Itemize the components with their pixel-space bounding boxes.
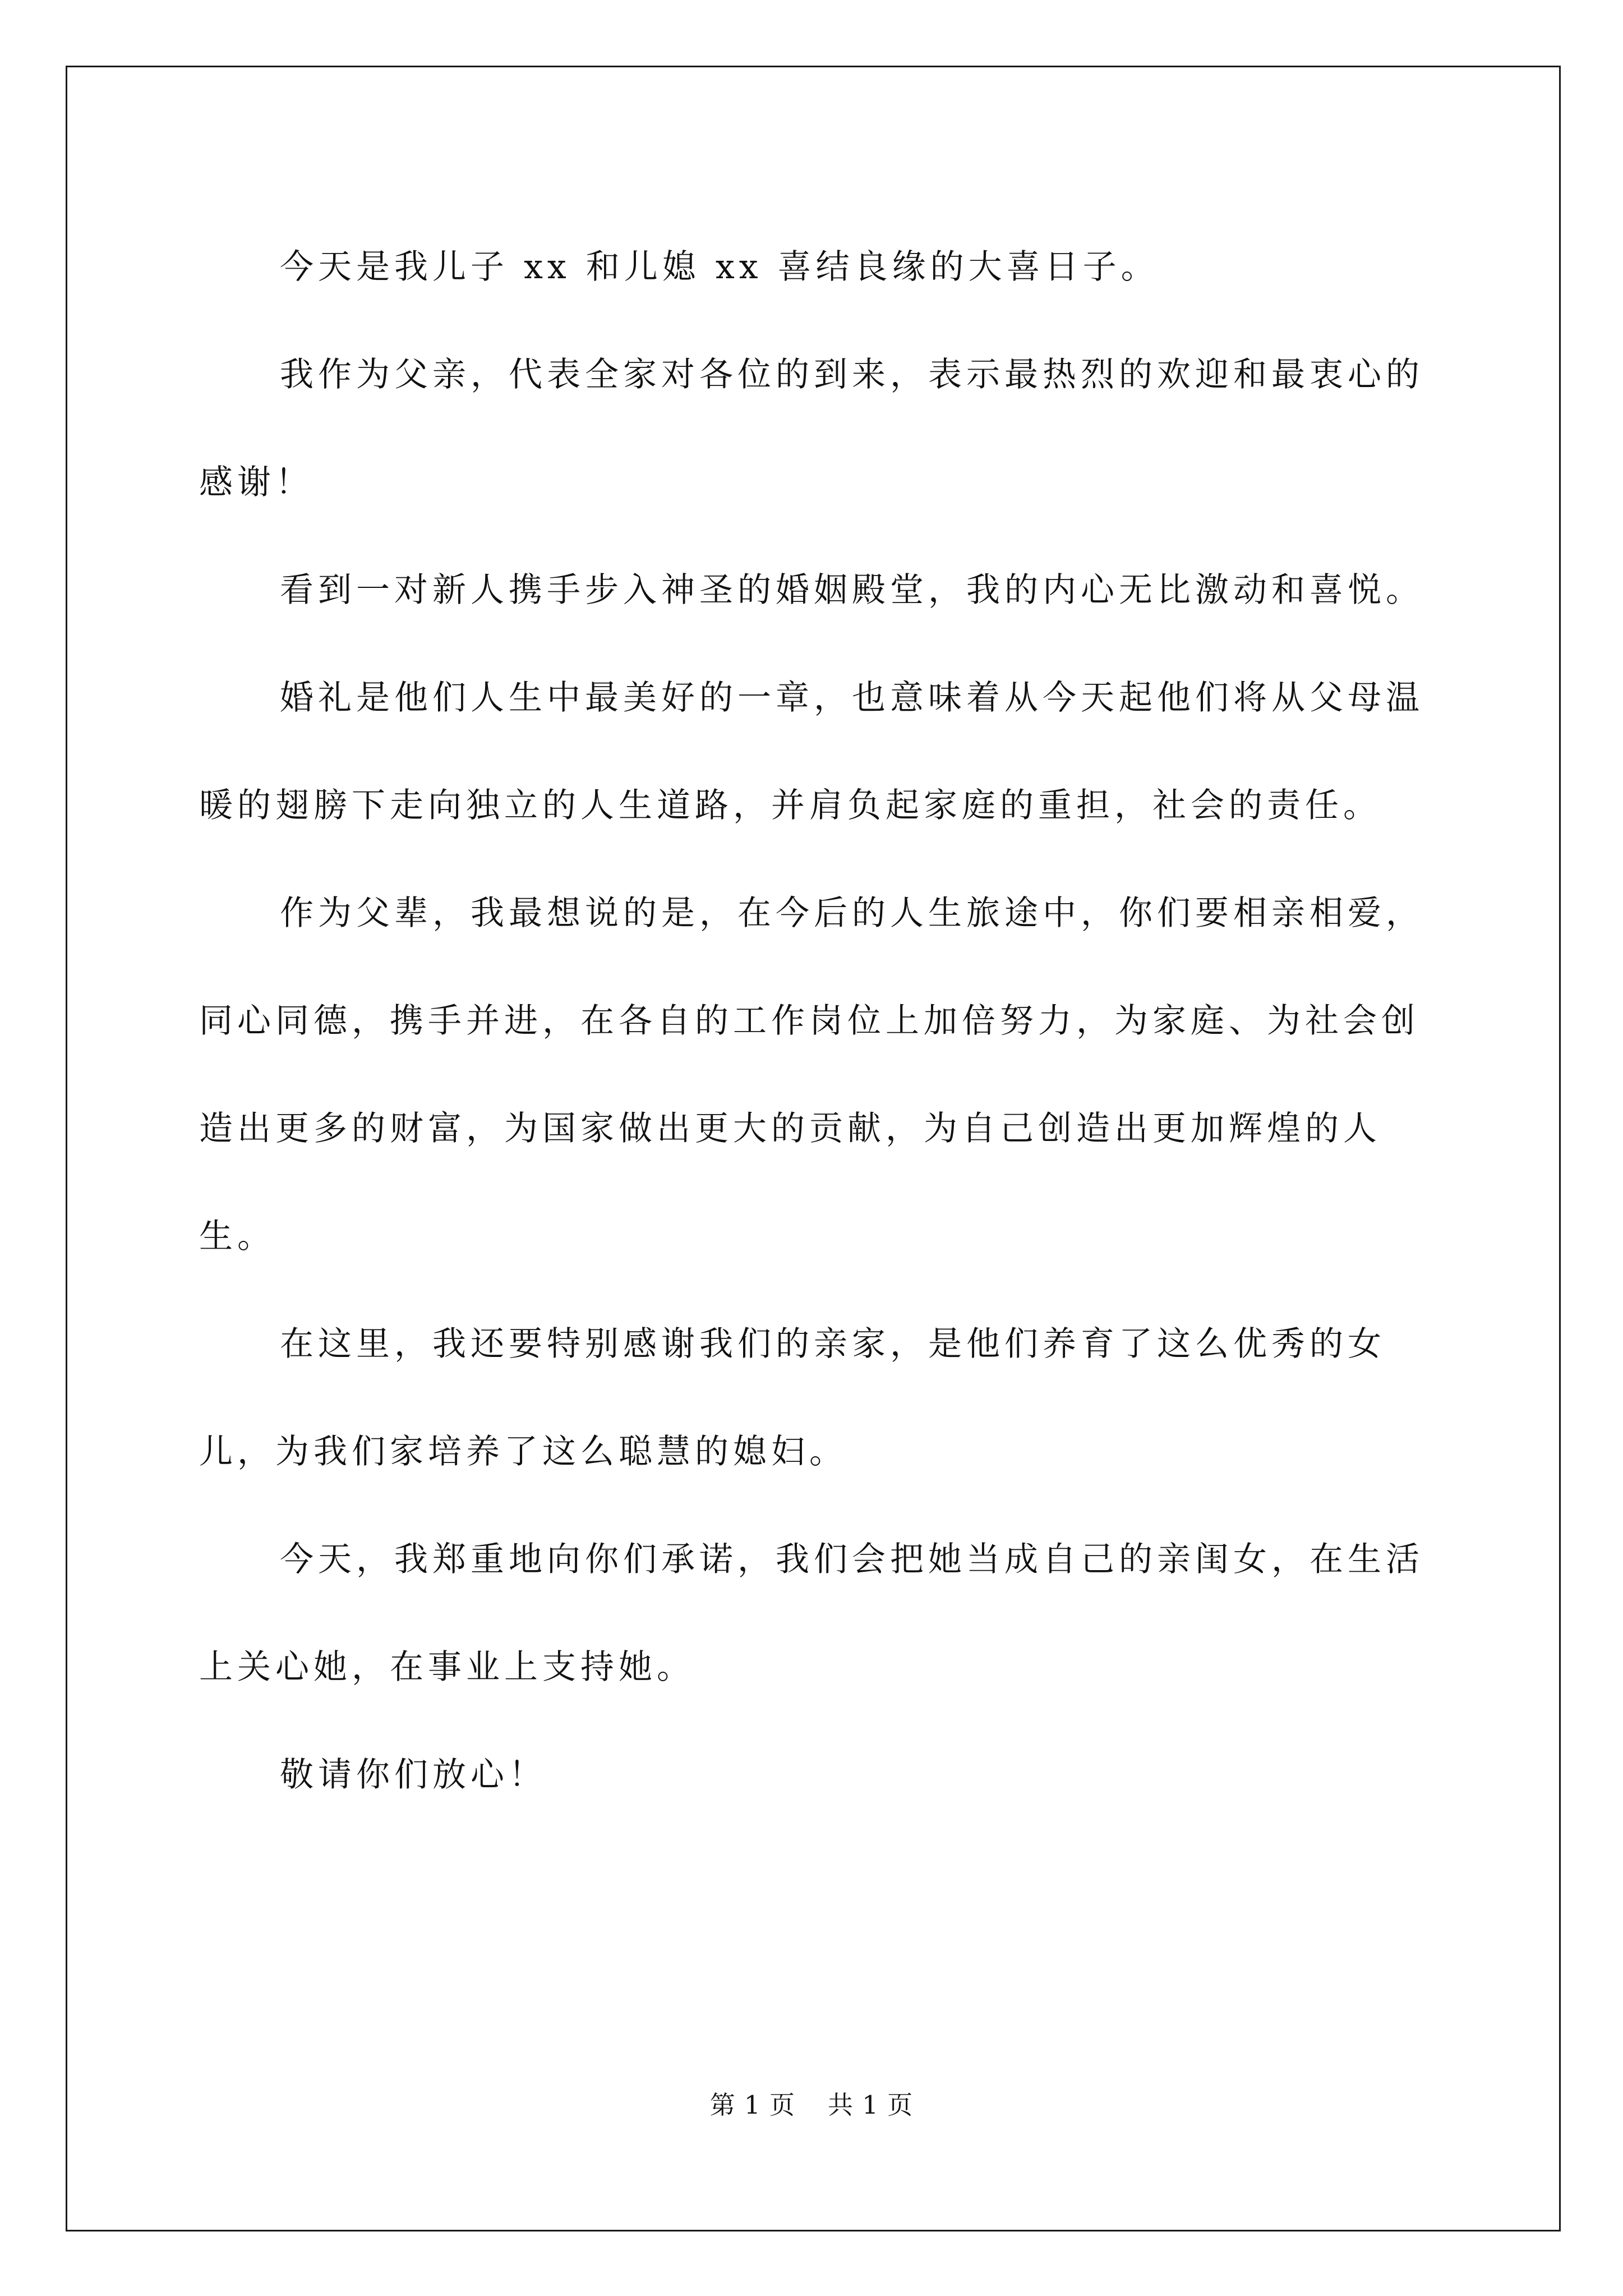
paragraph: 在这里，我还要特别感谢我们的亲家，是他们养育了这么优秀的女儿，为我们家培养了这么聪慧的媳妇。 bbox=[199, 1324, 1386, 1471]
page-footer bbox=[0, 2085, 1623, 2121]
paragraph: 今天，我郑重地向你们承诺，我们会把她当成自己的亲闺女，在生活上关心她，在事业上支持她。 bbox=[199, 1540, 1424, 1687]
paragraph: 我作为父亲，代表全家对各位的到来，表示最热烈的欢迎和最衷心的感谢！ bbox=[199, 355, 1424, 502]
paragraph: 敬请你们放心！ bbox=[280, 1755, 547, 1795]
document-body bbox=[199, 213, 1430, 1829]
page-number-total: 共 1 页 bbox=[828, 2090, 914, 2120]
paragraph: 作为父辈，我最想说的是，在今后的人生旅途中，你们要相亲相爱，同心同德，携手并进，在各自的工作岗位上加倍努力，为家庭、为社会创造出更多的财富，为国家做出更大的贡献，为自己创造出更加辉煌的人生。 bbox=[199, 894, 1424, 1256]
paragraph: 看到一对新人携手步入神圣的婚姻殿堂，我的内心无比激动和喜悦。 bbox=[280, 570, 1424, 610]
paragraph: 婚礼是他们人生中最美好的一章，也意味着从今天起他们将从父母温暖的翅膀下走向独立的人生道路，并肩负起家庭的重担，社会的责任。 bbox=[199, 678, 1424, 825]
paragraph: 今天是我儿子 xx 和儿媳 xx 喜结良缘的大喜日子。 bbox=[280, 247, 1159, 287]
page-number-current: 第 1 页 bbox=[709, 2090, 795, 2120]
